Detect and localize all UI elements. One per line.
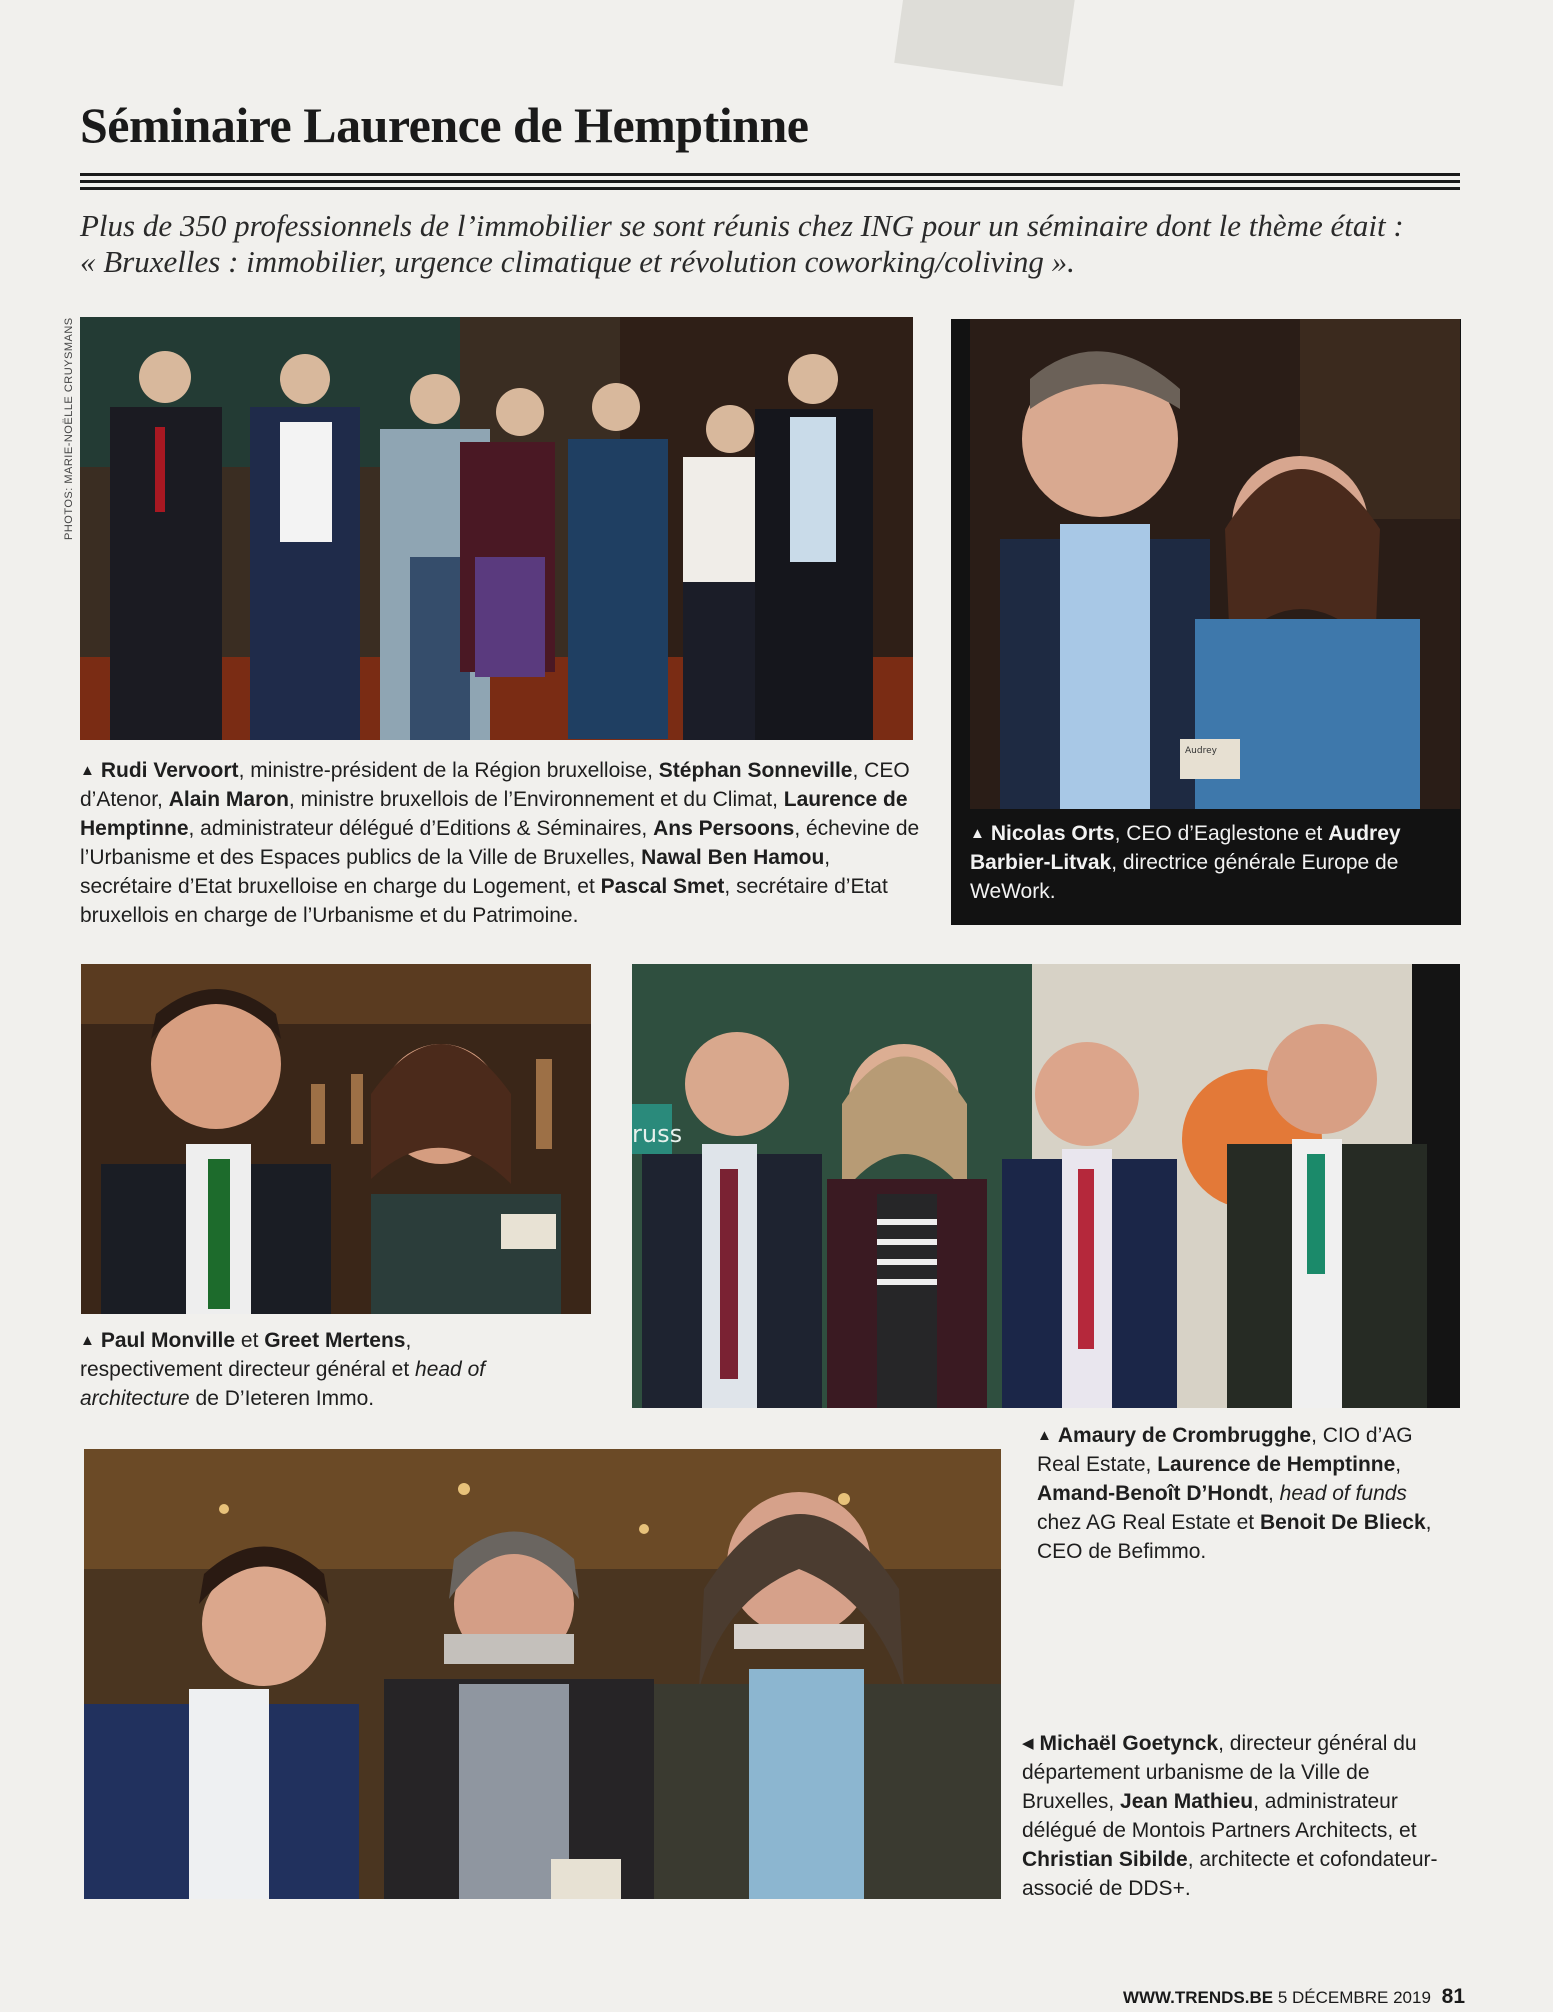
page-number: 81 [1441, 1985, 1465, 2008]
person-name: Paul Monville [100, 1329, 236, 1352]
caption-run: , CIO d’AG Real Estate, [1037, 1424, 1413, 1476]
caption-run: , secrétaire d’Etat bruxellois en charge de l’Urbanisme et du Patrimoine. [80, 875, 888, 927]
person-name: Ans Persoons [653, 817, 795, 840]
caption-group [80, 756, 920, 930]
italic-term: head of funds [1279, 1482, 1407, 1505]
caption-run: , secrétaire d’Etat bruxelloise en charge du Logement, et [80, 846, 831, 898]
intro-line-1: Plus de 350 professionnels de l’immobilier se sont réunis chez ING pour un séminaire dont le thème était : [80, 208, 1404, 243]
person-name: Nicolas Orts [990, 822, 1115, 845]
caption-run: , administrateur délégué de Montois Partners Architects, et [1022, 1790, 1417, 1842]
caption-run: , CEO d’Eaglestone et [1114, 822, 1329, 845]
photo-crombrugghe [632, 964, 1460, 1408]
left-arrow-icon: ◀ [1022, 1735, 1034, 1752]
caption-run: , [1267, 1482, 1280, 1505]
footer-date: 5 DÉCEMBRE 2019 [1277, 1988, 1431, 2007]
badge-text: Audrey [1185, 746, 1217, 756]
caption-run: , directeur général du département urbanisme de la Ville de Bruxelles, [1022, 1732, 1417, 1813]
caption-monville [80, 1326, 520, 1413]
caption-orts [970, 819, 1440, 906]
up-arrow-icon: ▲ [80, 762, 95, 779]
photo-credit: PHOTOS: MARIE-NOËLLE CRUYSMANS [63, 317, 75, 540]
up-arrow-icon: ▲ [1037, 1427, 1052, 1444]
person-name: Jean Mathieu [1120, 1790, 1254, 1813]
caption-goetynck-text [1022, 1732, 1438, 1900]
article-title: Séminaire Laurence de Hemptinne [80, 97, 809, 153]
person-name: Laurence de Hemptinne [1157, 1453, 1396, 1476]
person-name: Alain Maron [168, 788, 289, 811]
caption-run: de D’Ieteren Immo. [189, 1387, 375, 1410]
person-name: Stéphan Sonneville [658, 759, 853, 782]
title-rules [80, 173, 1460, 194]
person-name: Michaël Goetynck [1039, 1732, 1219, 1755]
footer-site: WWW.TRENDS.BE [1122, 1988, 1274, 2007]
page-footer [1123, 1985, 1465, 2009]
caption-run: , administrateur délégué d’Editions & Séminaires, [188, 817, 654, 840]
caption-goetynck [1022, 1729, 1462, 1903]
person-name: Amand-Benoît D’Hondt [1037, 1482, 1268, 1505]
caption-run: , ministre-président de la Région bruxelloise, [238, 759, 659, 782]
caption-crombrugghe-text [1037, 1424, 1432, 1563]
caption-run: chez AG Real Estate et [1037, 1511, 1260, 1534]
intro-line-2: « Bruxelles : immobilier, urgence climatique et révolution coworking/coliving ». [80, 244, 1075, 279]
tape-mark [894, 0, 1076, 86]
person-name: Benoit De Blieck [1259, 1511, 1426, 1534]
photo-group [80, 317, 913, 740]
photo-goetynck [84, 1449, 1001, 1899]
caption-monville-text [80, 1329, 485, 1410]
caption-run: , architecte et cofondateur-associé de DDS+. [1022, 1848, 1438, 1900]
caption-run: , ministre bruxellois de l’Environnement et du Climat, [288, 788, 784, 811]
caption-run: , CEO de Befimmo. [1037, 1511, 1432, 1563]
person-name: Rudi Vervoort [100, 759, 239, 782]
person-name: Amaury de Crombrugghe [1057, 1424, 1312, 1447]
photo-monville [81, 964, 591, 1314]
person-name: Laurence de Hemptinne [80, 788, 908, 840]
person-name: Greet Mertens [264, 1329, 406, 1352]
caption-crombrugghe [1037, 1421, 1457, 1566]
caption-run: et [235, 1329, 265, 1352]
italic-term: head of architecture [80, 1358, 486, 1410]
photo-orts [970, 319, 1460, 809]
caption-run: , échevine de l’Urbanisme et des Espaces publics de la Ville de Bruxelles, [80, 817, 920, 869]
caption-group-text [80, 759, 919, 927]
caption-run: , CEO d’Atenor, [80, 759, 910, 811]
caption-orts-text [970, 822, 1401, 903]
person-name: Audrey Barbier-Litvak [970, 822, 1401, 874]
caption-run: , [1395, 1453, 1402, 1476]
banner-text: russ [632, 1120, 683, 1148]
caption-run: , directrice générale Europe de WeWork. [970, 851, 1399, 903]
up-arrow-icon: ▲ [80, 1332, 95, 1349]
intro-text [80, 208, 1480, 280]
person-name: Christian Sibilde [1022, 1848, 1188, 1871]
up-arrow-icon: ▲ [970, 825, 985, 842]
person-name: Nawal Ben Hamou [641, 846, 825, 869]
person-name: Pascal Smet [600, 875, 725, 898]
caption-run: , respectivement directeur général et [80, 1329, 416, 1381]
